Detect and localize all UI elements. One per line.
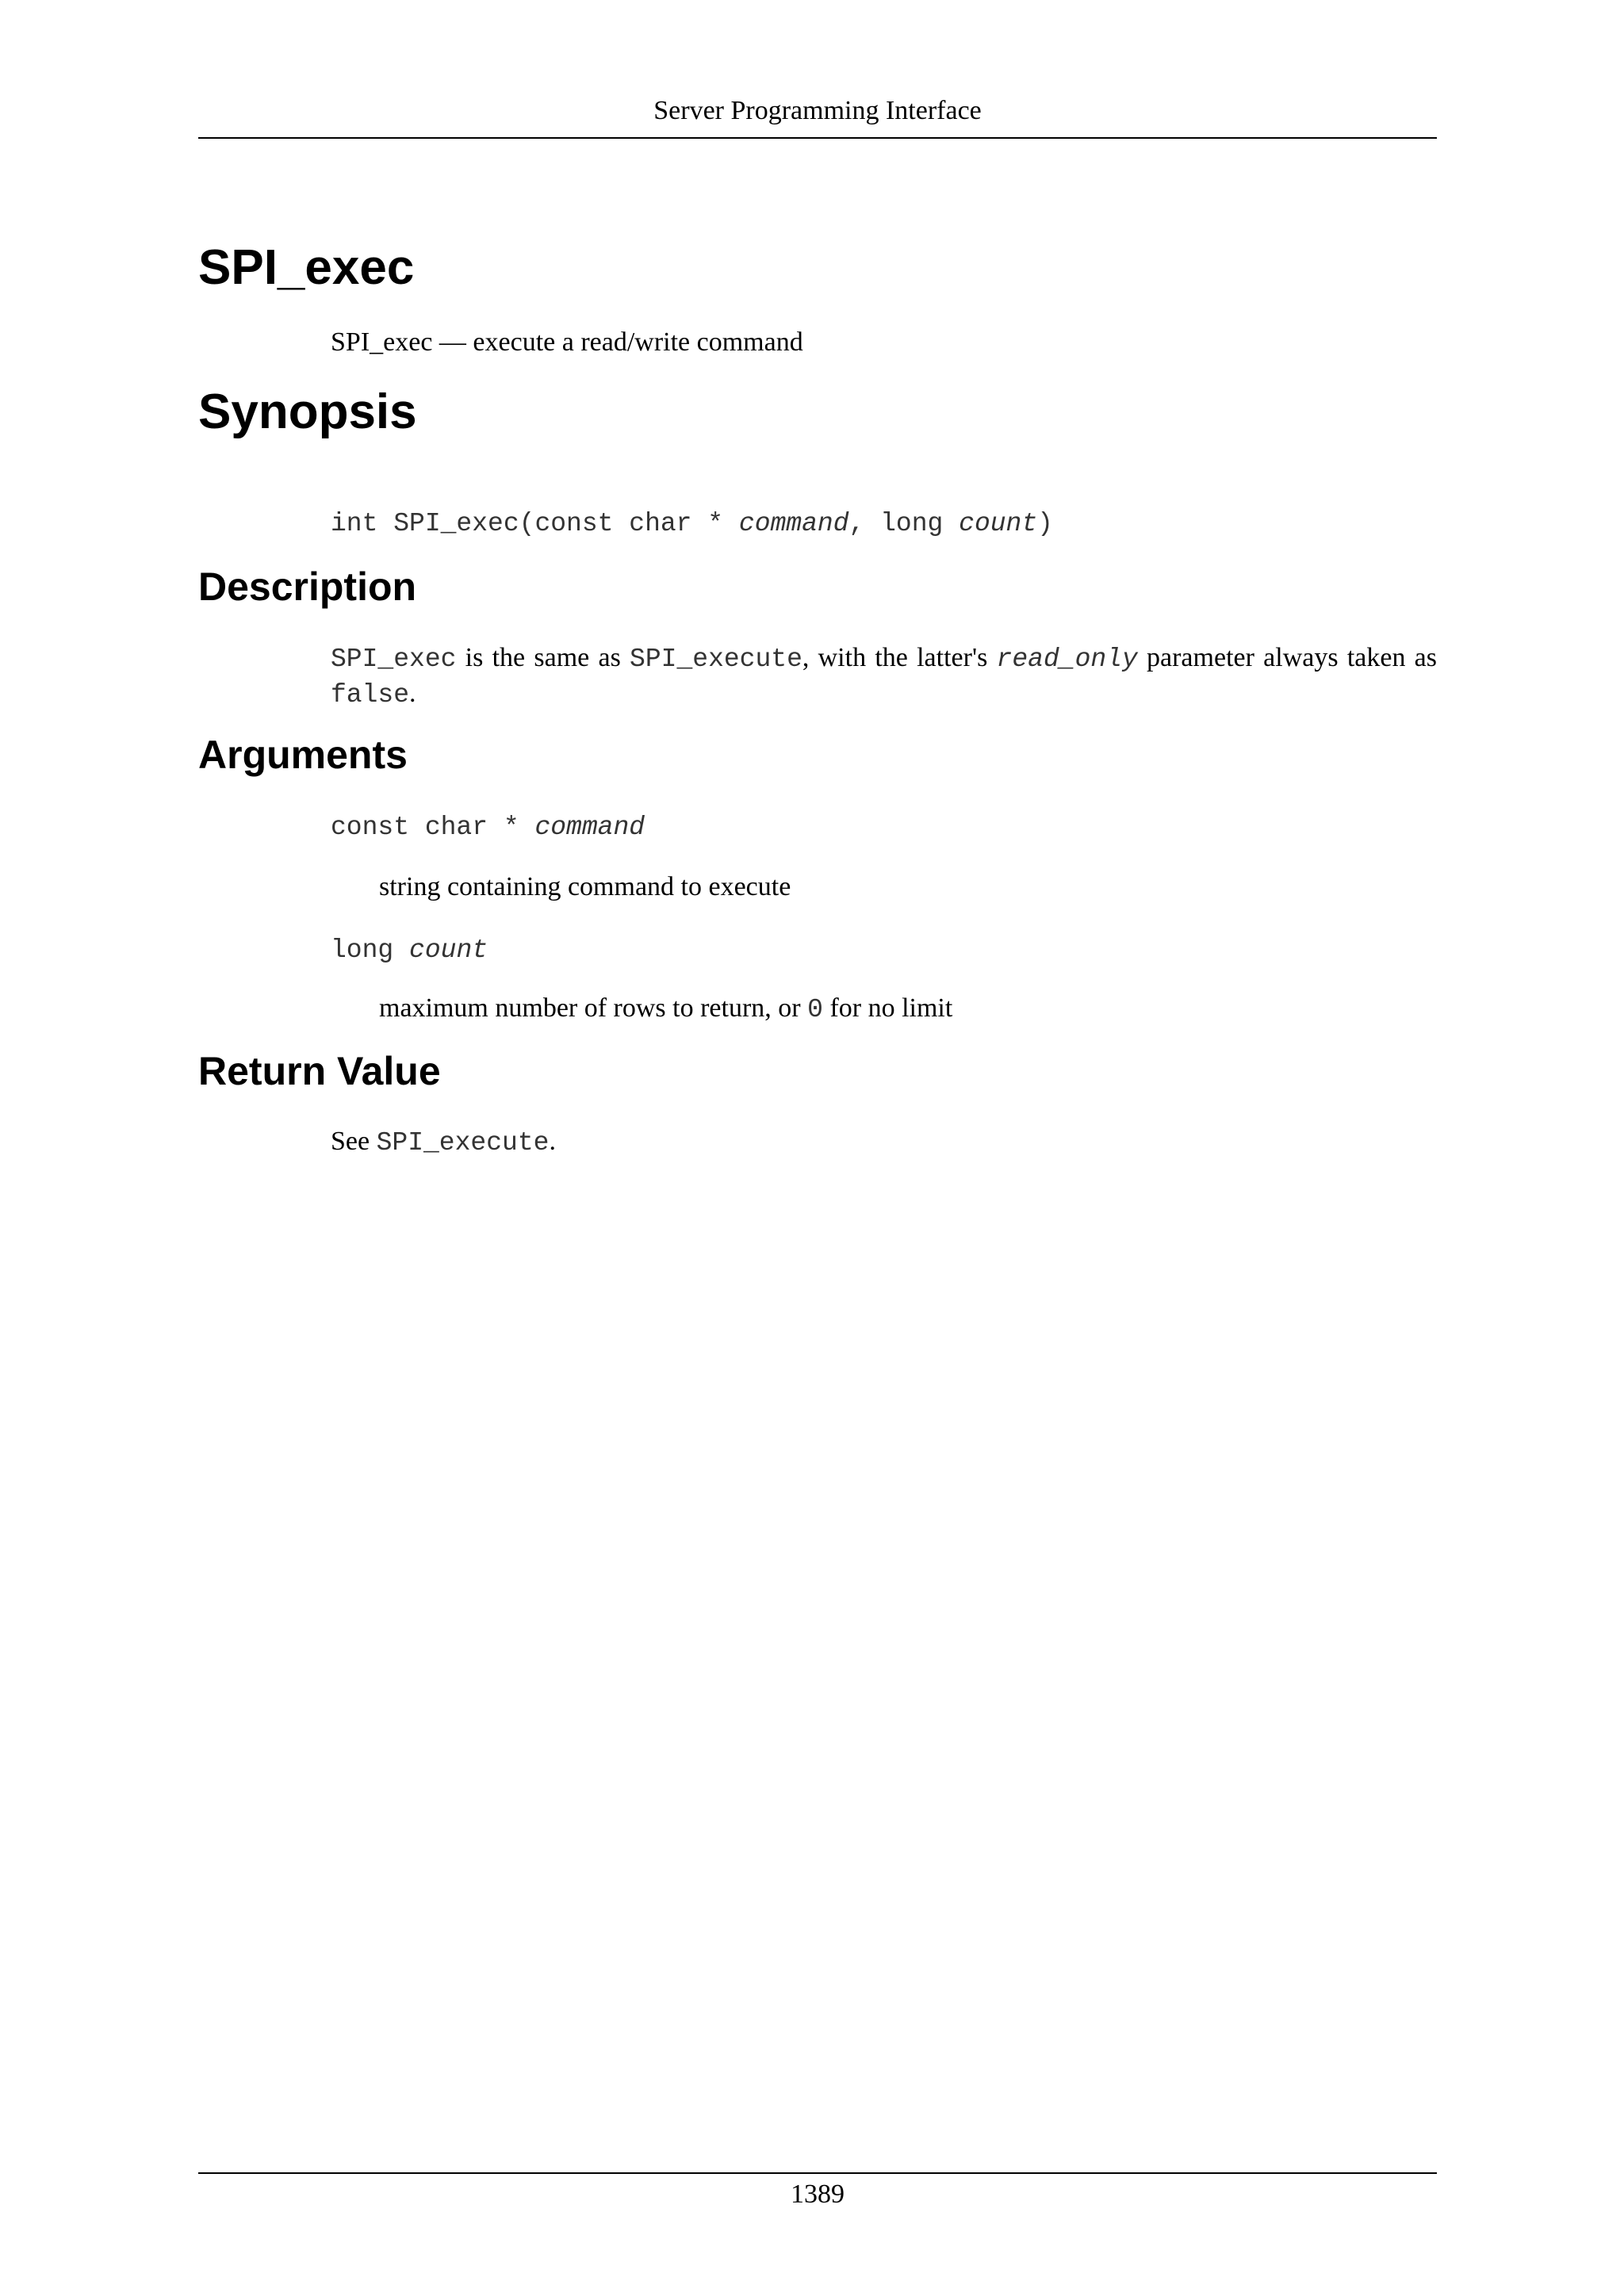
description-text-3: parameter always taken as bbox=[1137, 643, 1438, 672]
synopsis-code-mid: , long bbox=[848, 509, 959, 538]
argument-definition-count bbox=[379, 991, 1437, 1027]
page-number: 1389 bbox=[791, 2179, 845, 2209]
return-value-code: SPI_execute bbox=[376, 1128, 550, 1158]
description-text-1: is the same as bbox=[456, 643, 630, 672]
refpurpose-separator: — bbox=[432, 327, 473, 357]
return-value-text-before: See bbox=[331, 1127, 377, 1156]
refpurpose-text: execute a read/write command bbox=[473, 327, 803, 357]
argument-term-code: long bbox=[331, 936, 410, 965]
synopsis-heading: Synopsis bbox=[198, 385, 417, 439]
synopsis-code-suffix: ) bbox=[1037, 509, 1053, 538]
synopsis-code-prefix: int SPI_exec(const char * bbox=[331, 509, 739, 538]
description-code-false: false bbox=[331, 680, 410, 710]
description-text-2: , with the latter's bbox=[802, 643, 997, 672]
argument-term-count bbox=[331, 932, 1437, 967]
argument-definition-command: string containing command to execute bbox=[379, 872, 791, 901]
definition-text-before: maximum number of rows to return, or bbox=[379, 993, 808, 1023]
definition-text-after: for no limit bbox=[822, 993, 953, 1023]
description-code-spi-exec: SPI_exec bbox=[331, 645, 457, 674]
definition-code-zero: 0 bbox=[807, 995, 823, 1024]
description-heading: Description bbox=[198, 564, 417, 609]
refpurpose-name: SPI_exec bbox=[331, 327, 433, 357]
argument-term-param: command bbox=[534, 813, 645, 842]
description-paragraph bbox=[331, 641, 1437, 712]
synopsis-param-count: count bbox=[959, 509, 1038, 538]
return-value-paragraph bbox=[331, 1124, 1437, 1160]
synopsis-code bbox=[331, 505, 1437, 541]
refpurpose bbox=[331, 325, 1437, 359]
description-param-read-only: read_only bbox=[996, 645, 1138, 674]
argument-term-code: const char * bbox=[331, 813, 535, 842]
argument-term-param: count bbox=[409, 936, 488, 965]
description-code-spi-execute: SPI_execute bbox=[630, 645, 802, 674]
arguments-heading: Arguments bbox=[198, 733, 408, 777]
header-rule bbox=[198, 137, 1437, 139]
description-text-4: . bbox=[409, 679, 416, 708]
running-header: Server Programming Interface bbox=[653, 96, 982, 125]
synopsis-param-command: command bbox=[738, 509, 849, 538]
return-value-heading: Return Value bbox=[198, 1049, 441, 1093]
page-title: SPI_exec bbox=[198, 240, 415, 295]
footer-rule bbox=[198, 2172, 1437, 2174]
argument-term-command bbox=[331, 809, 1437, 844]
return-value-text-after: . bbox=[549, 1127, 556, 1156]
